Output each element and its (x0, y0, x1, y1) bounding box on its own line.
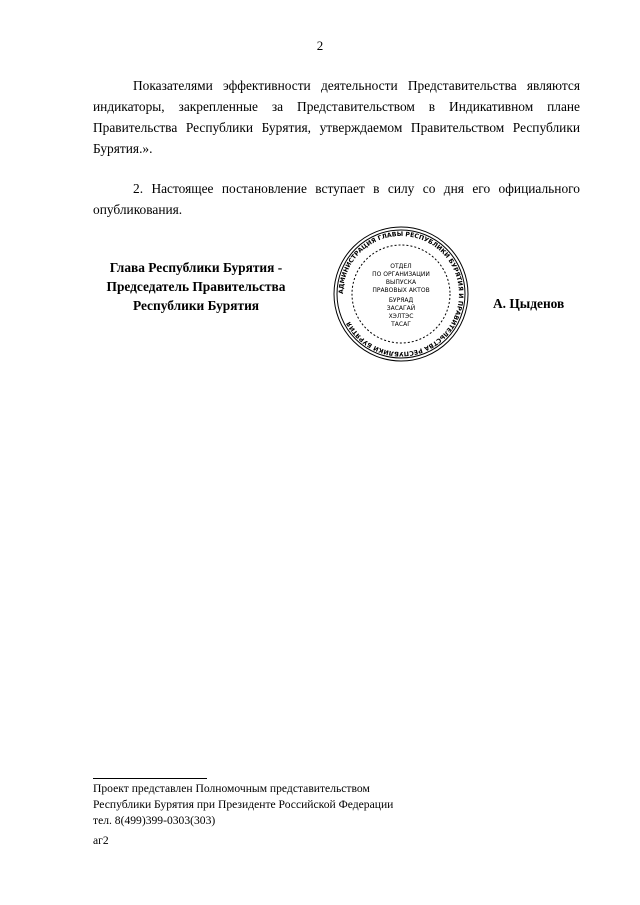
seal-line-2: ПО ОРГАНИЗАЦИИ (372, 271, 430, 278)
footnote-rule (93, 778, 207, 779)
seal-line-3: ВЫПУСКА (385, 279, 417, 286)
page-number: 2 (316, 38, 324, 53)
seal-line-4: ПРАВОВЫХ АКТОВ (372, 287, 430, 294)
footnote (93, 781, 393, 829)
seal-inner-ring (352, 245, 450, 343)
footnote-line-1: Проект представлен Полномочным представительством (93, 782, 370, 795)
seal-middle-ring (337, 230, 465, 358)
signature-title (85, 258, 307, 315)
seal-line-6: ЗАСАГАЙ (386, 305, 416, 312)
official-seal (331, 224, 471, 364)
signature-title-line-1: Глава Республики Бурятия - (109, 260, 283, 275)
seal-line-5: БУРЯАД (388, 297, 414, 304)
footnote-line-3: тел. 8(499)399-0303(303) (93, 814, 216, 827)
seal-outer-ring (334, 227, 468, 361)
seal-line-1: ОТДЕЛ (390, 263, 412, 270)
signature-title-line-3: Республики Бурятия (132, 298, 260, 313)
footnote-line-2: Республики Бурятия при Президенте Российской Федерации (93, 798, 394, 811)
signature-title-line-2: Председатель Правительства (106, 279, 286, 294)
document-code: аг2 (93, 834, 109, 847)
seal-outer-text-path: АДМИНИСТРАЦИЯ ГЛАВЫ РЕСПУБЛИКИ БУРЯТИЯ И ПРАВИТЕЛЬСТВА РЕСПУБЛИКИ БУРЯТИЯ (337, 230, 465, 358)
paragraph-effective-date: 2. Настоящее постановление вступает в силу со дня его официального опубликования. (93, 181, 580, 217)
seal-line-8: ТАСАГ (391, 321, 411, 328)
paragraph-indicators: Показателями эффективности деятельности Представительства являются индикаторы, закрепленные за Представительством в Индикативном плане Правительства Республики Бурятия, утверждаемом Правительством Республики Бурятия.». (93, 78, 580, 156)
seal-line-7: ХЭЛТЭС (388, 313, 414, 320)
signer-name: А. Цыденов (493, 296, 565, 311)
